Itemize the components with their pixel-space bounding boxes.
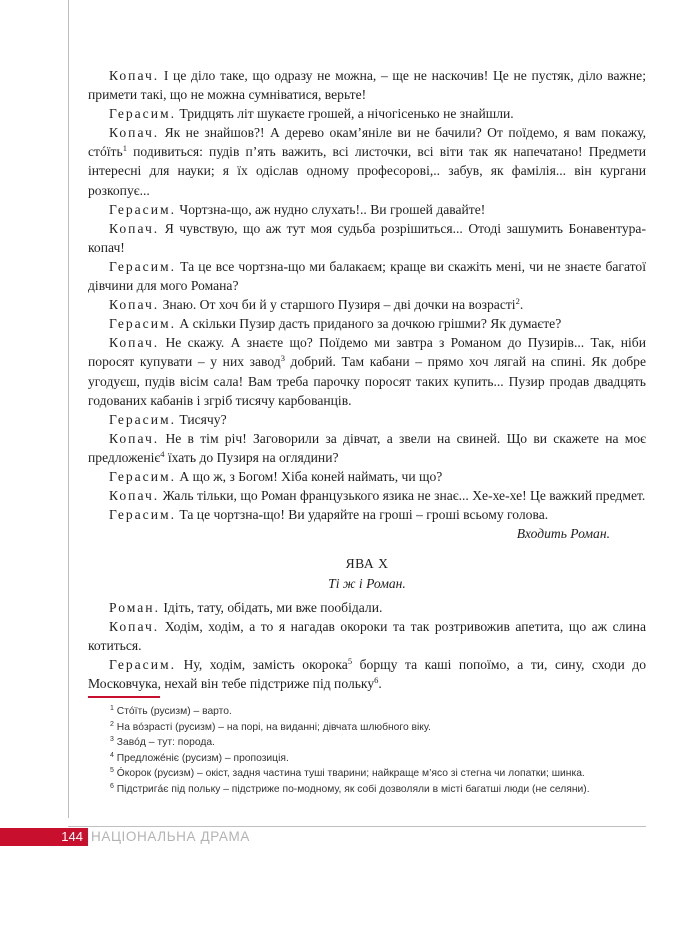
dialogue-line — [88, 123, 646, 199]
line-text: Не скажу. А знаєте що? Поїдемо ми завтра з Романом до Пузирів... Так, ніби поросят купувати – у них завод — [88, 335, 646, 370]
dialogue-line — [88, 505, 646, 524]
footnote-number: 5 — [110, 767, 114, 775]
footnote-rule — [88, 696, 160, 698]
line-text: Та це все чортзна-що ми балакаєм; краще ви скажіть мені, чи не знаєте багатої дівчини для мого Романа? — [88, 258, 646, 294]
line-text: Не в тім річ! Заговорили за дівчат, а звели на свиней. Що ви скажете на моє предложеніє — [88, 430, 647, 465]
line-text: Знаю. От хоч би й у старшого Пузиря – дві дочки на возрасті — [162, 297, 516, 313]
dialogue-line — [88, 617, 646, 655]
dialogue-line — [88, 467, 646, 486]
footnote — [110, 751, 646, 767]
line-text: . — [378, 675, 382, 691]
speaker-name: Копач. — [109, 125, 160, 141]
dialogue-line — [88, 257, 646, 295]
line-text: Ходім, ходім, а то я нагадав окороки та так розтривожив апетита, що аж слина котиться. — [88, 618, 646, 653]
page-number: 144 — [0, 828, 88, 846]
line-text: Та це чортзна-що! Ви ударяйте на гроші – гроші всьому голова. — [179, 507, 549, 523]
dialogue-line — [88, 104, 646, 123]
footnote-text: Стóїть (русизм) – варто. — [113, 706, 232, 717]
dialogue-line — [88, 486, 646, 505]
footnote-number: 2 — [110, 720, 114, 728]
footnote — [110, 704, 646, 720]
line-text: І це діло таке, що одразу не можна, – ще не наскочив! Це не пустяк, діло важне; примети такі, що не можна сумніватися, верьте! — [88, 68, 646, 103]
speaker-name: Копач. — [109, 618, 160, 634]
speaker-name: Копач. — [109, 220, 160, 236]
footnote-ref: 3 — [280, 353, 285, 364]
line-text: їхать до Пузиря на оглядини? — [164, 449, 339, 465]
footnote-number: 4 — [110, 751, 114, 759]
speaker-name: Герасим. — [109, 507, 176, 523]
footnote-number: 3 — [110, 736, 114, 744]
line-text: А що ж, з Богом! Хіба коней наймать, чи що? — [179, 468, 443, 484]
dialogue-line — [88, 410, 646, 429]
line-text: подивиться: пудів п’ять важить, всі листочки, всі віти так як напечатано! Предмети інтересні для науки; я їх одіслав одному професорові,.. забув, як фамілія... він кургани розкопує... — [88, 144, 646, 198]
speaker-name: Герасим. — [109, 411, 176, 427]
footnote — [110, 766, 646, 782]
dialogue-line — [88, 219, 646, 257]
line-text: Як не знайшов?! А дерево окам’яніле ви не бачили? От поїдемо, я вам покажу, стóїть — [88, 125, 646, 160]
speaker-name: Герасим. — [109, 468, 176, 484]
dialogue-block-2 — [88, 598, 646, 693]
footnote-ref: 2 — [515, 296, 520, 307]
speaker-name: Герасим. — [109, 258, 176, 274]
footnote-ref: 5 — [347, 655, 353, 666]
line-text: Ну, ходім, замість окорока — [183, 656, 348, 672]
page-body — [88, 66, 646, 798]
dialogue-line — [88, 598, 646, 617]
dialogue-line — [88, 655, 646, 693]
speaker-name: Копач. — [109, 335, 160, 351]
speaker-name: Герасим. — [109, 656, 176, 672]
footnote-ref: 6 — [374, 674, 379, 685]
line-text: борщу та каші попоїмо, а ти, сину, сходи до Московчука, нехай він тебе підстриже під польку — [88, 656, 647, 691]
footnote-number: 1 — [110, 705, 114, 712]
footer-rule — [68, 826, 646, 827]
footnote-ref: 4 — [160, 448, 165, 459]
scene-heading: ЯВА Х — [345, 556, 389, 572]
footnote-text: Предложéніє (русизм) – пропозиція. — [113, 752, 289, 764]
line-text: Тридцять літ шукаєте грошей, а нічогісенько не знайшли. — [179, 106, 514, 122]
line-text: Жаль тільки, що Роман французького язика не знає... Хе-хе-хе! Це важкий предмет. — [162, 488, 646, 504]
line-text: Ідіть, тату, обідать, ми вже пообідали. — [163, 599, 383, 615]
speaker-name: Герасим. — [109, 201, 176, 217]
dialogue-block — [88, 66, 646, 524]
dialogue-line — [88, 333, 646, 409]
footnote-text: Завóд – тут: порода. — [113, 737, 215, 749]
line-text: . — [519, 297, 524, 313]
dialogue-line — [88, 295, 646, 314]
speaker-name: Герасим. — [109, 106, 176, 122]
margin-rule — [68, 0, 69, 818]
speaker-name: Копач. — [109, 297, 160, 313]
line-text: Тисячу? — [179, 411, 227, 427]
footnote — [110, 720, 646, 736]
footnote — [110, 735, 646, 751]
footnote-number: 6 — [110, 782, 114, 790]
section-title: НАЦІОНАЛЬНА ДРАМА — [91, 829, 250, 844]
line-text: Чортзна-що, аж нудно слухать!.. Ви грошей давайте! — [179, 201, 486, 217]
dialogue-line — [88, 66, 646, 104]
speaker-name: Копач. — [109, 430, 160, 446]
line-text: А скільки Пузир дасть приданого за дочкою грішми? Як думаєте? — [179, 316, 562, 332]
line-text: добрий. Там кабани – прямо хоч лягай на спині. Як добре угодуєш, пудів вісім сала! Вам треба парочку поросят таких купить... Пузир продав двадцять годованих кабанів і згріб тисячу карбованців. — [88, 354, 646, 408]
speaker-name: Копач. — [109, 68, 160, 83]
footnote-text: Óкорок (русизм) – окіст, задня частина туші тварини; найкраще м’ясо зі стегна чи лопатки; шинка. — [113, 768, 585, 780]
speaker-name: Герасим. — [109, 316, 176, 332]
footnote-text: Підстригáє під польку – підстриже по-модному, як собі дозволяли в місті багатші люди (не селяни). — [113, 783, 590, 795]
footnotes — [88, 704, 646, 798]
speaker-name: Копач. — [109, 488, 160, 504]
scene-subheading: Ті ж і Роман. — [328, 576, 406, 592]
line-text: Я чувствую, що аж тут моя судьба розрішиться... Отоді зашумить Бонавентура-копач! — [88, 220, 646, 255]
dialogue-line — [88, 429, 646, 467]
speaker-name: Роман. — [109, 599, 160, 615]
dialogue-line — [88, 314, 646, 333]
footnote-ref: 1 — [122, 143, 127, 154]
footnote — [110, 782, 646, 798]
dialogue-line — [88, 200, 646, 219]
stage-direction: Входить Роман. — [516, 526, 610, 542]
footnote-text: На вóзрасті (русизм) – на порі, на виданні; дівчата шлюбного віку. — [113, 721, 431, 733]
